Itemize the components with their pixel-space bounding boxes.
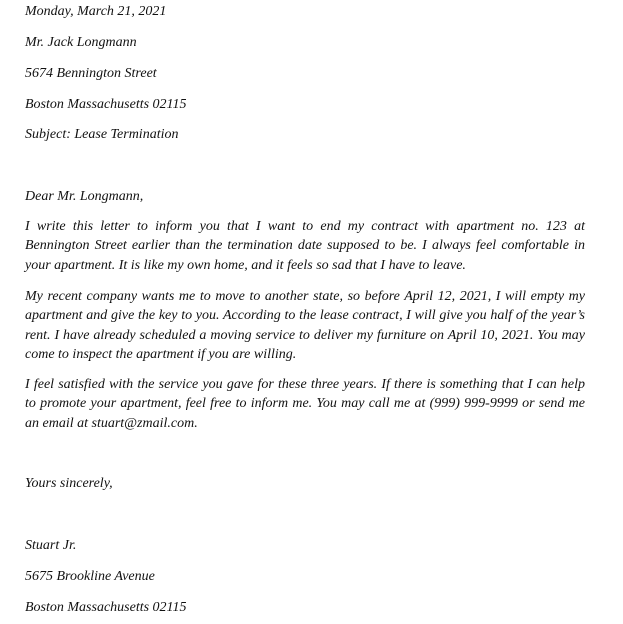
- sender-name: Stuart Jr.: [25, 538, 77, 553]
- recipient-name: Mr. Jack Longmann: [25, 35, 137, 50]
- recipient-street: 5674 Bennington Street: [25, 66, 157, 81]
- salutation: Dear Mr. Longmann,: [25, 189, 144, 204]
- body-paragraph-2: My recent company wants me to move to another state, so before April 12, 2021, I will empty my apartment and give the key to you. According to the lease contract, I will give you half of the year’s rent. I have already scheduled a moving service to deliver my furniture on April 10, 2021. You may come to inspect the apartment if you are willing.: [25, 289, 585, 362]
- sender-city: Boston Massachusetts 02115: [25, 600, 187, 615]
- letter-subject: Subject: Lease Termination: [25, 127, 179, 142]
- recipient-city: Boston Massachusetts 02115: [25, 97, 187, 112]
- body-paragraph-1: I write this letter to inform you that I want to end my contract with apartment no. 123 at Bennington Street earlier than the termination date supposed to be. I always feel comfortable in your apartment. It is like my own home, and it feels so sad that I have to leave.: [25, 219, 585, 273]
- sender-street: 5675 Brookline Avenue: [25, 569, 155, 584]
- body-paragraph-3: I feel satisfied with the service you gave for these three years. If there is something that I can help to promote your apartment, feel free to inform me. You may call me at (999) 999-9999 or send me an email at stuart@zmail.com.: [25, 377, 585, 431]
- valediction: Yours sincerely,: [25, 476, 113, 491]
- letter-date: Monday, March 21, 2021: [25, 4, 167, 19]
